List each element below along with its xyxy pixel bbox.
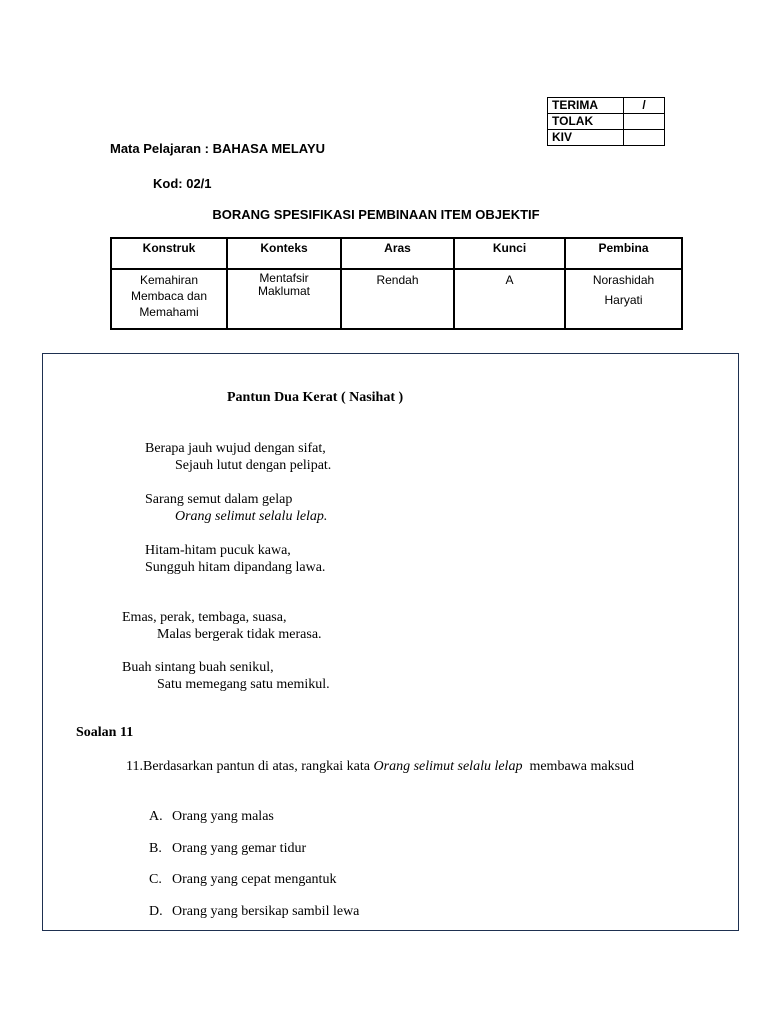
option-b[interactable] <box>149 841 306 857</box>
cell-konteks <box>227 269 341 329</box>
konteks-line: Maklumat <box>257 284 310 298</box>
poem-line: Malas bergerak tidak merasa. <box>157 627 322 642</box>
cell-aras: Rendah <box>341 269 454 329</box>
pembina-line: Haryati <box>604 293 643 307</box>
form-title-text: BORANG SPESIFIKASI PEMBINAAN ITEM OBJEKTIF <box>212 207 540 222</box>
option-c[interactable] <box>149 872 336 888</box>
poem-line: Sarang semut dalam gelap <box>145 492 293 507</box>
option-text: Orang yang bersikap sambil lewa <box>172 904 360 919</box>
konteks-line: Mentafsir <box>259 271 309 285</box>
question-heading: Soalan 11 <box>76 725 134 740</box>
option-text: Orang yang cepat mengantuk <box>172 872 337 887</box>
cell-konstruk <box>111 269 227 329</box>
konstruk-line: Memahami <box>139 305 199 319</box>
pembina-line: Norashidah <box>592 273 655 287</box>
option-letter: B. <box>149 841 162 856</box>
poem-line: Sejauh lutut dengan pelipat. <box>175 458 332 473</box>
header-konteks: Konteks <box>227 238 341 269</box>
option-text: Orang yang malas <box>172 809 274 824</box>
cell-pembina <box>565 269 682 329</box>
header-kunci: Kunci <box>454 238 565 269</box>
status-row-tolak <box>548 114 665 130</box>
status-value <box>624 114 665 130</box>
status-value: / <box>624 98 665 114</box>
spec-table <box>110 237 683 330</box>
poem-line: Sungguh hitam dipandang lawa. <box>145 560 326 575</box>
status-label: TERIMA <box>548 98 624 114</box>
poem-stanza <box>145 491 327 525</box>
poem-title: Pantun Dua Kerat ( Nasihat ) <box>227 390 404 405</box>
option-d[interactable] <box>149 904 359 920</box>
question-text-start: 11.Berdasarkan pantun di atas, rangkai kata <box>126 759 374 774</box>
option-letter: C. <box>149 872 162 887</box>
poem-line: Buah sintang buah senikul, <box>122 660 274 675</box>
status-label: KIV <box>548 130 624 146</box>
poem-line: Emas, perak, tembaga, suasa, <box>122 610 287 625</box>
status-value <box>624 130 665 146</box>
konstruk-line: Membaca dan <box>130 289 208 303</box>
subject-line: Mata Pelajaran : BAHASA MELAYU <box>110 141 326 156</box>
poem-stanza <box>145 440 331 474</box>
poem-line: Hitam-hitam pucuk kawa, <box>145 543 291 558</box>
option-letter: A. <box>149 809 163 824</box>
code-line: Kod: 02/1 <box>153 176 212 191</box>
status-box <box>547 97 665 146</box>
spec-data-row <box>111 269 682 329</box>
option-a[interactable] <box>149 809 274 825</box>
poem-line: Satu memegang satu memikul. <box>157 677 330 692</box>
option-text: Orang yang gemar tidur <box>172 841 307 856</box>
poem-stanza <box>122 609 322 643</box>
question-text-end: membawa maksud <box>522 759 635 774</box>
poem-stanza <box>145 542 325 576</box>
status-row-terima <box>548 98 665 114</box>
header-pembina: Pembina <box>565 238 682 269</box>
form-title <box>0 207 768 222</box>
status-label: TOLAK <box>548 114 624 130</box>
question-text <box>126 757 666 776</box>
header-konstruk: Konstruk <box>111 238 227 269</box>
header-aras: Aras <box>341 238 454 269</box>
option-letter: D. <box>149 904 163 919</box>
poem-line: Berapa jauh wujud dengan sifat, <box>145 441 326 456</box>
cell-kunci: A <box>454 269 565 329</box>
question-text-italic: Orang selimut selalu lelap <box>373 759 523 774</box>
poem-line: Orang selimut selalu lelap. <box>175 509 328 524</box>
konstruk-line: Kemahiran <box>139 273 199 287</box>
poem-stanza <box>122 659 330 693</box>
spec-header-row <box>111 238 682 269</box>
status-row-kiv <box>548 130 665 146</box>
